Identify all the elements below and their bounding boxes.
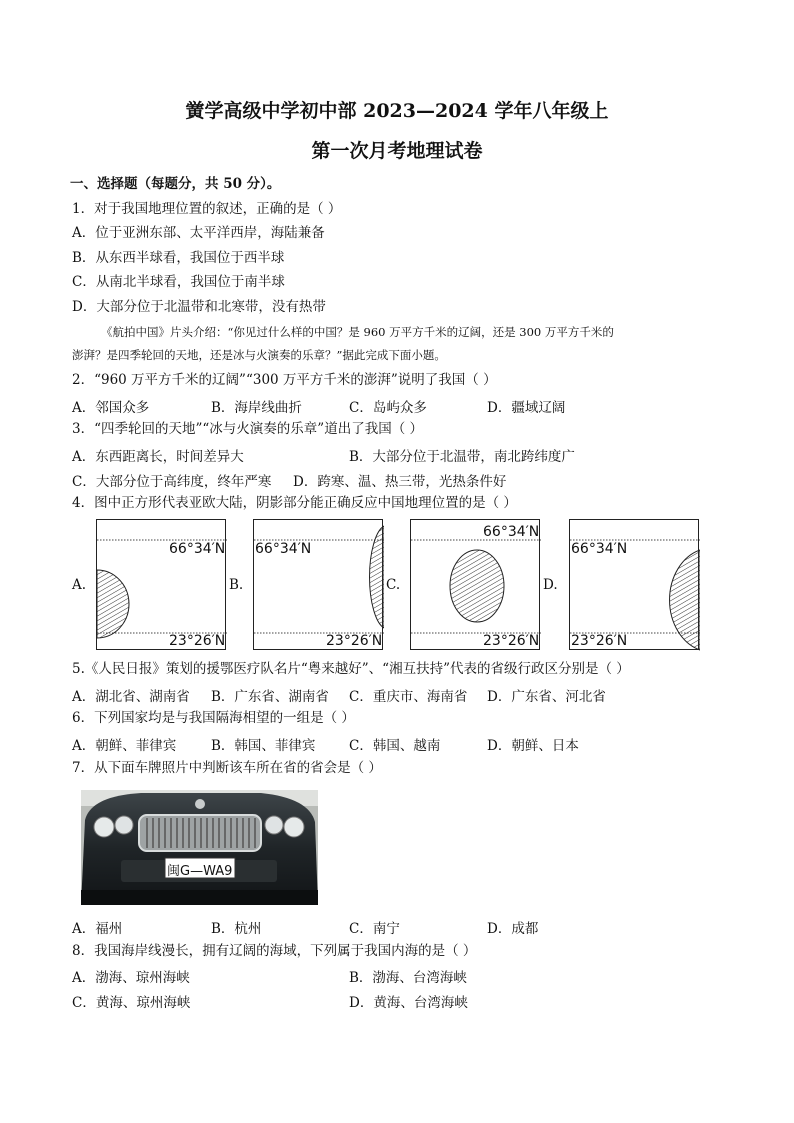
q4-diagram-c-north-label: 66°34′N bbox=[483, 524, 540, 540]
q1-option-a: A．位于亚洲东部、太平洋西岸，海陆兼备 bbox=[72, 225, 325, 241]
q2-option-c: C．岛屿众多 bbox=[349, 400, 427, 416]
q4-diagram-d-north-label: 66°34′N bbox=[571, 541, 628, 557]
exam-title-line1: 黉学高级中学初中部 2023—2024 学年八年级上 bbox=[185, 100, 609, 122]
q4-diagram-b bbox=[253, 519, 383, 650]
q4-option-a-letter: A. bbox=[72, 577, 87, 593]
q4-diagram-d bbox=[569, 519, 699, 650]
q7-stem: 7．从下面车牌照片中判断该车所在省的省会是（ ） bbox=[72, 760, 382, 776]
q4-diagram-a-graphic bbox=[97, 520, 227, 651]
q6-option-b: B．韩国、菲律宾 bbox=[211, 738, 316, 754]
q7-option-c: C．南宁 bbox=[349, 921, 400, 937]
q4-diagram-b-south-label: 23°26′N bbox=[326, 633, 383, 649]
q6-option-d: D．朝鲜、日本 bbox=[487, 738, 579, 754]
q8-option-b: B．渤海、台湾海峡 bbox=[349, 970, 467, 986]
q8-option-d: D．黄海、台湾海峡 bbox=[349, 995, 468, 1011]
passage-line1: 《航拍中国》片头介绍：“你见过什么样的中国？是 960 万平方千米的辽阔，还是 300 万平方千米的 bbox=[101, 325, 614, 339]
q7-option-d: D．成都 bbox=[487, 921, 539, 937]
q2-stem: 2．“960 万平方千米的辽阔”“300 万平方千米的澎湃”说明了我国（ ） bbox=[72, 372, 497, 388]
q8-option-c: C．黄海、琼州海峡 bbox=[72, 995, 191, 1011]
q8-stem: 8．我国海岸线漫长，拥有辽阔的海域，下列属于我国内海的是（ ） bbox=[72, 943, 477, 959]
q3-option-a: A．东西距离长，时间差异大 bbox=[72, 449, 244, 465]
q4-diagram-b-graphic bbox=[254, 520, 384, 651]
q1-option-c: C．从南北半球看，我国位于南半球 bbox=[72, 274, 285, 290]
q3-option-c: C．大部分位于高纬度，终年严寒 bbox=[72, 474, 272, 490]
q4-option-b-letter: B. bbox=[229, 577, 244, 593]
car-photo-graphic bbox=[81, 790, 318, 905]
q5-option-b: B．广东省、湖南省 bbox=[211, 689, 329, 705]
exam-title-line2: 第一次月考地理试卷 bbox=[311, 140, 483, 162]
q5-stem: 5.《人民日报》策划的援鄂医疗队名片“粤来越好”、“湘互扶持”代表的省级行政区分别是（ ） bbox=[72, 661, 630, 677]
q7-option-b: B．杭州 bbox=[211, 921, 262, 937]
q4-diagram-d-south-label: 23°26′N bbox=[571, 633, 628, 649]
license-plate-text: 闽G—WA9 bbox=[167, 864, 233, 879]
q3-option-b: B．大部分位于北温带，南北跨纬度广 bbox=[349, 449, 575, 465]
q4-stem: 4．图中正方形代表亚欧大陆，阴影部分能正确反应中国地理位置的是（ ） bbox=[72, 495, 517, 511]
q4-diagram-d-graphic bbox=[570, 520, 700, 651]
q2-option-a: A．邻国众多 bbox=[72, 400, 150, 416]
q5-option-a: A．湖北省、湖南省 bbox=[72, 689, 190, 705]
q4-option-c-letter: C. bbox=[386, 577, 401, 593]
q4-diagram-c bbox=[410, 519, 540, 650]
q1-option-b: B．从东西半球看，我国位于西半球 bbox=[72, 250, 285, 266]
q2-option-d: D．疆域辽阔 bbox=[487, 400, 566, 416]
q4-diagram-a-north-label: 66°34′N bbox=[169, 541, 226, 557]
q5-option-d: D．广东省、河北省 bbox=[487, 689, 606, 705]
q1-option-d: D．大部分位于北温带和北寒带，没有热带 bbox=[72, 299, 326, 315]
q4-option-d-letter: D. bbox=[543, 577, 558, 593]
q2-option-b: B．海岸线曲折 bbox=[211, 400, 302, 416]
q3-stem: 3．“四季轮回的天地”“冰与火演奏的乐章”道出了我国（ ） bbox=[72, 421, 423, 437]
q1-stem: 1．对于我国地理位置的叙述，正确的是（ ） bbox=[72, 201, 342, 217]
q6-option-a: A．朝鲜、菲律宾 bbox=[72, 738, 177, 754]
q8-option-a: A．渤海、琼州海峡 bbox=[72, 970, 190, 986]
section-heading: 一、选择题（每题分，共 50 分）。 bbox=[70, 176, 281, 192]
q6-option-c: C．韩国、越南 bbox=[349, 738, 441, 754]
q3-option-d: D．跨寒、温、热三带，光热条件好 bbox=[293, 474, 507, 490]
q5-option-c: C．重庆市、海南省 bbox=[349, 689, 468, 705]
q4-diagram-c-south-label: 23°26′N bbox=[483, 633, 540, 649]
q4-diagram-a-south-label: 23°26′N bbox=[169, 633, 226, 649]
car-photo bbox=[81, 790, 318, 905]
passage-line2: 澎湃？是四季轮回的天地，还是冰与火演奏的乐章？”据此完成下面小题。 bbox=[72, 348, 446, 362]
q4-diagram-b-north-label: 66°34′N bbox=[255, 541, 312, 557]
q6-stem: 6．下列国家均是与我国隔海相望的一组是（ ） bbox=[72, 710, 355, 726]
q4-diagram-a bbox=[96, 519, 226, 650]
q7-option-a: A．福州 bbox=[72, 921, 123, 937]
